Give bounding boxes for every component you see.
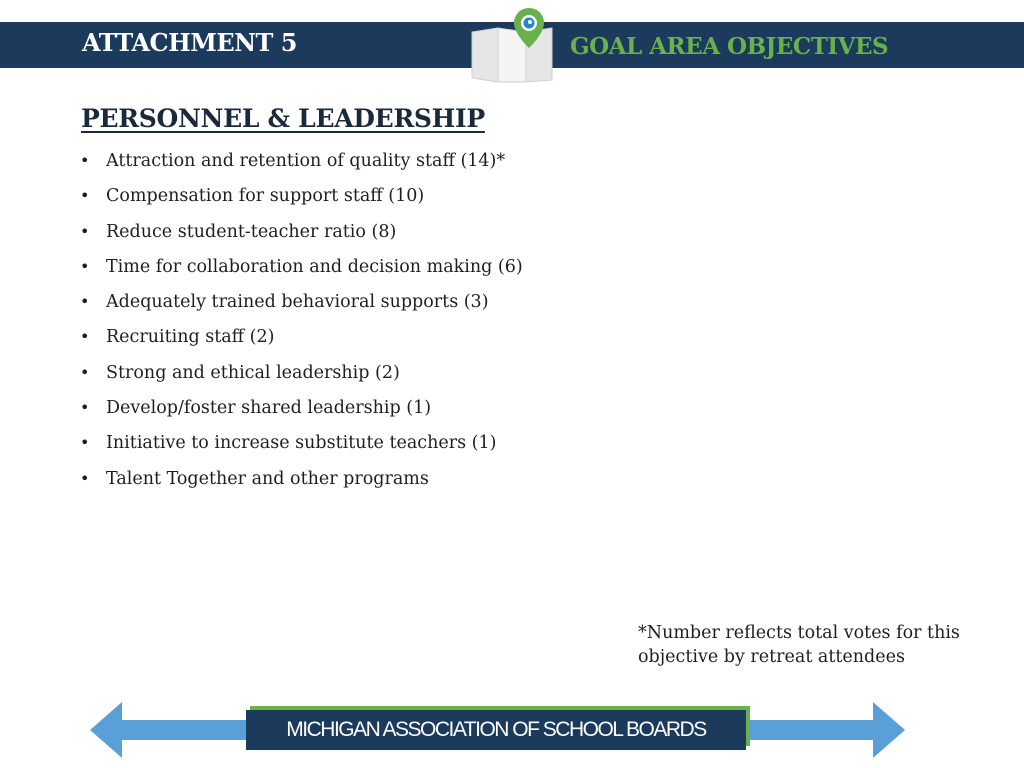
objective-text: Strong and ethical leadership (2) — [106, 362, 400, 383]
bullet: • — [80, 468, 90, 488]
list-item — [80, 146, 523, 181]
objective-text: Develop/foster shared leadership (1) — [106, 398, 432, 419]
list-item — [80, 393, 523, 428]
map-pin-icon — [470, 6, 554, 84]
list-item — [80, 322, 523, 357]
bullet: • — [80, 221, 90, 241]
list-item — [80, 428, 523, 463]
objective-text: Recruiting staff (2) — [106, 327, 275, 348]
footer-org-name: MICHIGAN ASSOCIATION OF SCHOOL BOARDS — [246, 710, 746, 750]
list-item — [80, 464, 523, 499]
bullet: • — [80, 151, 90, 170]
objectives-list — [80, 146, 523, 499]
bullet: • — [80, 327, 90, 347]
objective-text: Initiative to increase substitute teachers (1) — [106, 433, 497, 454]
list-item — [80, 181, 523, 216]
bullet: • — [80, 398, 90, 418]
bullet: • — [80, 256, 90, 276]
objective-text: Compensation for support staff (10) — [106, 186, 425, 207]
bullet: • — [80, 292, 90, 312]
goal-area-title: GOAL AREA OBJECTIVES — [570, 33, 889, 60]
section-heading: PERSONNEL & LEADERSHIP — [81, 104, 485, 133]
attachment-title: ATTACHMENT 5 — [82, 28, 297, 57]
objective-text: Attraction and retention of quality staff (14)* — [106, 151, 506, 171]
list-item — [80, 252, 523, 287]
objective-text: Adequately trained behavioral supports (3) — [106, 292, 489, 313]
objective-text: Reduce student-teacher ratio (8) — [106, 221, 397, 242]
objective-text: Talent Together and other programs — [106, 468, 429, 489]
bullet: • — [80, 433, 90, 453]
vote-footnote: *Number reflects total votes for this objective by retreat attendees — [638, 623, 960, 667]
objective-text: Time for collaboration and decision making (6) — [106, 256, 523, 277]
list-item — [80, 358, 523, 393]
list-item — [80, 287, 523, 322]
bullet: • — [80, 186, 90, 206]
bullet: • — [80, 362, 90, 382]
list-item — [80, 217, 523, 252]
